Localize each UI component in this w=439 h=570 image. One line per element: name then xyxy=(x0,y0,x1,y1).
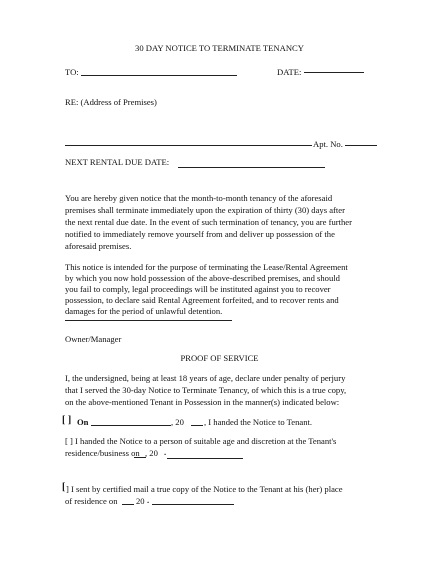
to-label: TO: xyxy=(65,67,79,77)
option3-dot: . xyxy=(147,495,150,505)
option2-year-label: , 20 xyxy=(145,448,158,458)
option1-checkbox[interactable]: [ ] xyxy=(62,415,72,426)
next-rental-field[interactable] xyxy=(178,167,325,168)
paragraph-line: You are hereby given notice that the month-to-month tenancy of the aforesaid xyxy=(65,193,333,203)
proof-title: PROOF OF SERVICE xyxy=(180,353,259,363)
option1-date-field[interactable] xyxy=(91,425,171,426)
paragraph-line: on the above-mentioned Tenant in Possession in the manner(s) indicated below: xyxy=(65,397,340,407)
owner-label: Owner/Manager xyxy=(65,334,122,344)
paragraph-line: damages for the period of unlawful detention. xyxy=(65,306,223,316)
option1-on-label: On xyxy=(77,417,89,427)
address-field[interactable] xyxy=(65,145,312,146)
paragraph-line: you fail to comply, legal proceedings will be instituted against you to recover xyxy=(65,284,331,294)
option3-date-field[interactable] xyxy=(122,504,134,505)
paragraph-line: This notice is intended for the purpose of terminating the Lease/Rental Agreement xyxy=(65,262,348,272)
paragraph-line: by which you now hold possession of the above-described premises, and should xyxy=(65,273,340,283)
option3-line1: ] I sent by certified mail a true copy of the Notice to the Tenant at his (her) place xyxy=(66,484,343,494)
option1-year-label: , 20 xyxy=(171,417,184,427)
apt-label: Apt. No. xyxy=(313,139,343,149)
option2-line2: residence/business on xyxy=(65,448,140,458)
owner-signature-field[interactable] xyxy=(65,320,232,321)
apt-field[interactable] xyxy=(345,145,377,146)
paragraph-line: premises shall terminate immediately upon the expiration of thirty (30) days after xyxy=(65,205,345,215)
option3-line2: of residence on xyxy=(65,496,118,506)
paragraph-line: that I served the 30-day Notice to Terminate Tenancy, of which this is a true copy, xyxy=(65,385,347,395)
to-field[interactable] xyxy=(81,75,237,76)
paragraph-line: aforesaid premises. xyxy=(65,241,132,251)
paragraph-line: the next rental due date. In the event of such termination of tenancy, you are further xyxy=(65,217,352,227)
option1-year-field[interactable] xyxy=(191,425,203,426)
document-title: 30 DAY NOTICE TO TERMINATE TENANCY xyxy=(135,43,304,53)
option1-text: , I handed the Notice to Tenant. xyxy=(204,417,313,427)
option2-dot: . xyxy=(164,447,167,457)
option2-line1[interactable]: [ ] I handed the Notice to a person of suitable age and discretion at the Tenant's xyxy=(65,436,337,446)
paragraph-line: notified to immediately remove yourself from and deliver up possession of the xyxy=(65,229,335,239)
paragraph-line: possession, to declare said Rental Agreement forfeited, and to recover rents and xyxy=(65,295,339,305)
option2-year-field[interactable] xyxy=(167,458,243,459)
date-label: DATE: xyxy=(277,67,302,77)
option3-year-label: 20 xyxy=(136,496,145,506)
option3-year-field[interactable] xyxy=(152,504,234,505)
paragraph-line: I, the undersigned, being at least 18 years of age, declare under penalty of perjury xyxy=(65,373,346,383)
option3-checkbox[interactable]: [ xyxy=(62,482,66,493)
date-field[interactable] xyxy=(304,72,364,73)
next-rental-label: NEXT RENTAL DUE DATE: xyxy=(65,157,170,167)
address-label: RE: (Address of Premises) xyxy=(65,97,157,107)
